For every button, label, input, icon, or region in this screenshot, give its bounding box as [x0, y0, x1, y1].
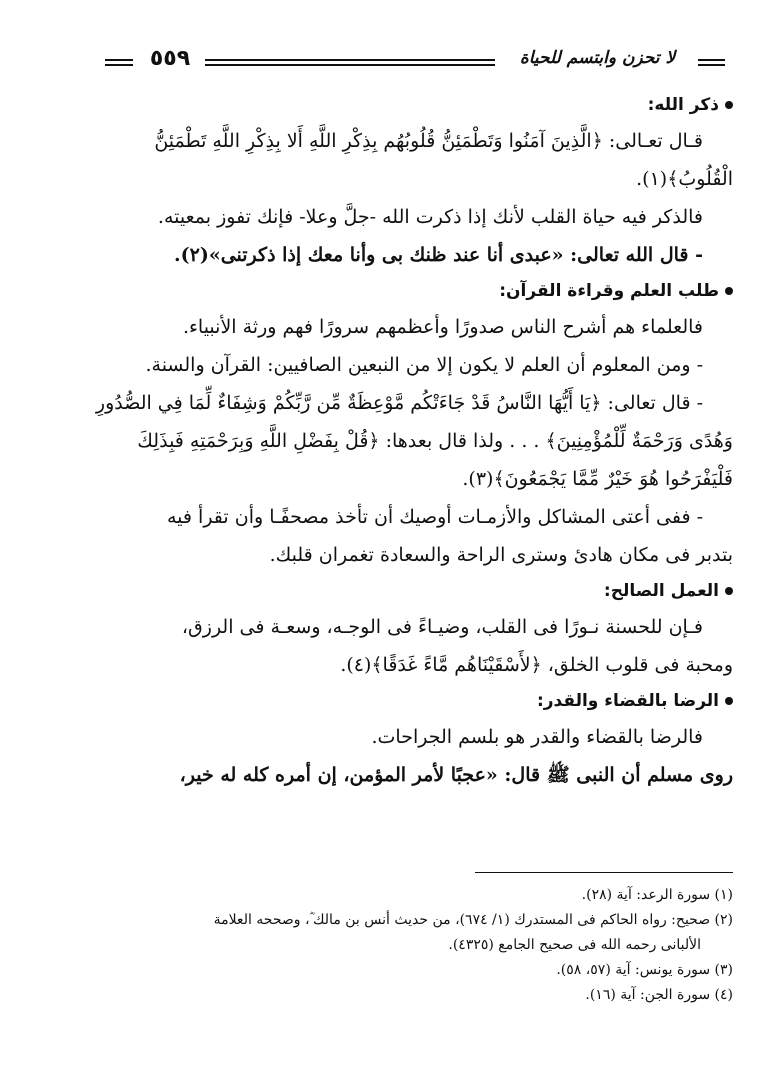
- text-line: فالذكر فيه حياة القلب لأنك إذا ذكرت الله -جلَّ وعلا- فإنك تفوز بمعيته.: [157, 206, 703, 228]
- text-line: فـإن للحسنة نـورًا فى القلب، وضيـاءً فى الوجـه، وسعـة فى الرزق،: [181, 616, 703, 638]
- heading-text: العمل الصالح:: [603, 581, 719, 601]
- footnote-continuation: الألبانى رحمه الله فى صحيح الجامع (٤٣٢٥).: [448, 937, 701, 953]
- text-line: - قال الله تعالى: «عبدى أنا عند ظنك بى وأنا معك إذا ذكرتنى»(٢).: [174, 244, 703, 266]
- text-line: - ومن المعلوم أن العلم لا يكون إلا من النبعين الصافيين: القرآن والسنة.: [145, 354, 703, 376]
- bullet-icon: [725, 287, 733, 295]
- page-number: ٥٥٩: [149, 46, 191, 71]
- text-line: الْقُلُوبُ﴾(١).: [636, 168, 733, 190]
- header-rule-middle: [205, 59, 495, 66]
- section-heading: [95, 574, 733, 608]
- heading-text: ذكر الله:: [647, 95, 719, 115]
- footnotes: [95, 872, 733, 1008]
- text-line: وَهُدًى وَرَحْمَةٌ لِّلْمُؤْمِنِينَ﴾ . . . ولذا قال بعدها: ﴿قُلْ بِفَضْلِ اللَّهِ وَبِرَحْمَتِهِ فَبِذَلِكَ: [137, 430, 733, 452]
- bullet-icon: [725, 697, 733, 705]
- footnote: (١) سورة الرعد: آية (٢٨).: [581, 887, 733, 903]
- bullet-icon: [725, 587, 733, 595]
- bullet-icon: [725, 101, 733, 109]
- text-line: - ففى أعتى المشاكل والأزمـات أوصيك أن تأخذ مصحفًـا وأن تقرأ فيه: [167, 506, 703, 528]
- section-heading: [95, 88, 733, 122]
- section-heading: [95, 684, 733, 718]
- heading-text: طلب العلم وقراءة القرآن:: [499, 281, 719, 301]
- text-line: قـال تعـالى: ﴿الَّذِينَ آمَنُوا وَتَطْمَئِنُّ قُلُوبُهُم بِذِكْرِ اللَّهِ أَلا بِذِكْرِ اللَّهِ تَطْمَئِنُّ: [154, 130, 703, 152]
- text-line: فَلْيَفْرَحُوا هُوَ خَيْرٌ مِّمَّا يَجْمَعُونَ﴾(٣).: [462, 468, 733, 490]
- footnote: (٣) سورة يونس: آية (٥٧، ٥٨).: [556, 962, 733, 978]
- section-heading: [95, 274, 733, 308]
- text-line: روى مسلم أن النبى ﷺ قال: «عجبًا لأمر المؤمن، إن أمره كله له خير،: [179, 764, 733, 786]
- page-body: [95, 88, 733, 794]
- text-line: فالعلماء هم أشرح الناس صدورًا وأعظمهم سرورًا فهم ورثة الأنبياء.: [182, 316, 703, 338]
- text-line: ومحبة فى قلوب الخلق، ﴿لأَسْقَيْنَاهُم مَّاءً غَدَقًا﴾(٤).: [340, 654, 733, 676]
- page-header: [105, 42, 725, 82]
- heading-text: الرضا بالقضاء والقدر:: [536, 691, 719, 711]
- running-title: لا تحزن وابتسم للحياة: [519, 48, 676, 68]
- footnote: (٢) صحيح: رواه الحاكم فى المستدرك (١/ ٦٧٤)، من حديث أنس بن مالك ؓ، وصححه العلامة: [213, 912, 733, 928]
- footnote-separator: [475, 872, 733, 873]
- footnote: (٤) سورة الجن: آية (١٦).: [585, 987, 733, 1003]
- text-line: فالرضا بالقضاء والقدر هو بلسم الجراحات.: [371, 726, 703, 748]
- text-line: بتدبر فى مكان هادئ وسترى الراحة والسعادة تغمران قلبك.: [269, 544, 733, 566]
- header-rule-left: [105, 59, 133, 66]
- header-rule-right: [698, 59, 725, 66]
- text-line: - قال تعالى: ﴿يَا أَيُّهَا النَّاسُ قَدْ جَاءَتْكُم مَّوْعِظَةٌ مِّن رَّبِّكُمْ وَشِفَاءٌ لِّمَا فِي الصُّدُورِ: [95, 392, 703, 414]
